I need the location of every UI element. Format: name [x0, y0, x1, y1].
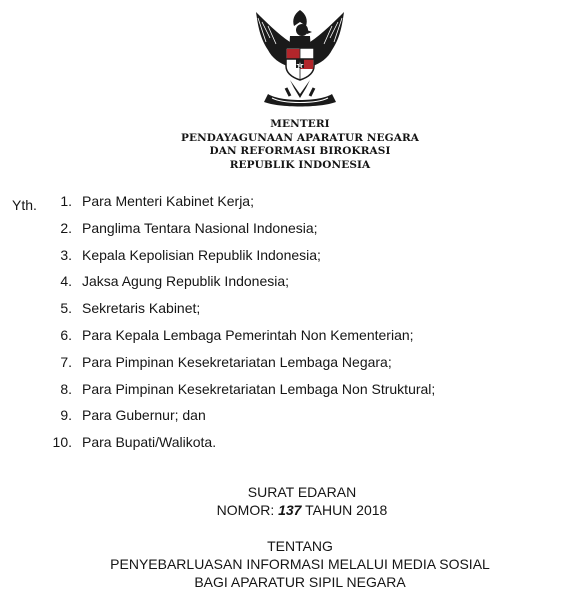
letterhead-line-ministry: PENDAYAGUNAAN APARATUR NEGARA [180, 131, 420, 144]
list-item-text: Jaksa Agung Republik Indonesia; [82, 273, 290, 290]
list-item-text: Para Menteri Kabinet Kerja; [82, 193, 254, 209]
list-item-number: 8. [60, 380, 72, 397]
list-item-text: Panglima Tentara Nasional Indonesia; [82, 219, 318, 236]
circular-about: TENTANG [267, 538, 333, 554]
list-item-number: 1. [60, 193, 72, 209]
letterhead-line-title: MENTERI [270, 118, 330, 130]
list-item-text: Para Kepala Lembaga Pemerintah Non Kementerian; [82, 326, 414, 343]
list-item-number: 2. [60, 219, 72, 236]
circular-number-prefix: NOMOR: [216, 502, 275, 518]
list-item-text: Para Bupati/Walikota. [82, 434, 217, 451]
list-item-number: 4. [60, 273, 72, 290]
list-item-number: 9. [60, 407, 72, 424]
list-item-text: Sekretaris Kabinet; [82, 300, 201, 317]
list-item-text: Kepala Kepolisian Republik Indonesia; [82, 246, 321, 263]
circular-subject-line-2: BAGI APARATUR SIPIL NEGARA [194, 574, 406, 590]
list-item-number: 5. [60, 300, 72, 317]
list-item-number: 7. [60, 353, 72, 370]
salutation: Yth. [12, 197, 37, 213]
circular-title: SURAT EDARAN [247, 484, 357, 500]
list-item-text: Para Pimpinan Kesekretariatan Lembaga Non Struktural; [82, 380, 436, 397]
list-item-text: Para Gubernur; dan [82, 407, 206, 424]
circular-number-suffix: TAHUN 2018 [305, 502, 388, 518]
garuda-pancasila-emblem-icon [250, 8, 350, 110]
list-item-number: 10. [52, 434, 72, 451]
letterhead [150, 118, 450, 172]
circular-number-value: 137 [278, 502, 302, 518]
list-item-text: Para Pimpinan Kesekretariatan Lembaga Negara; [82, 353, 392, 370]
letterhead-line-reform: DAN REFORMASI BIROKRASI [209, 145, 391, 157]
circular-number-line [20, 501, 564, 519]
list-item-number: 6. [60, 326, 72, 343]
letterhead-line-republic: REPUBLIK INDONESIA [229, 158, 371, 171]
list-item-number: 3. [60, 246, 72, 263]
circular-subject-line-1: PENYEBARLUASAN INFORMASI MELALUI MEDIA SOSIAL [110, 556, 490, 572]
